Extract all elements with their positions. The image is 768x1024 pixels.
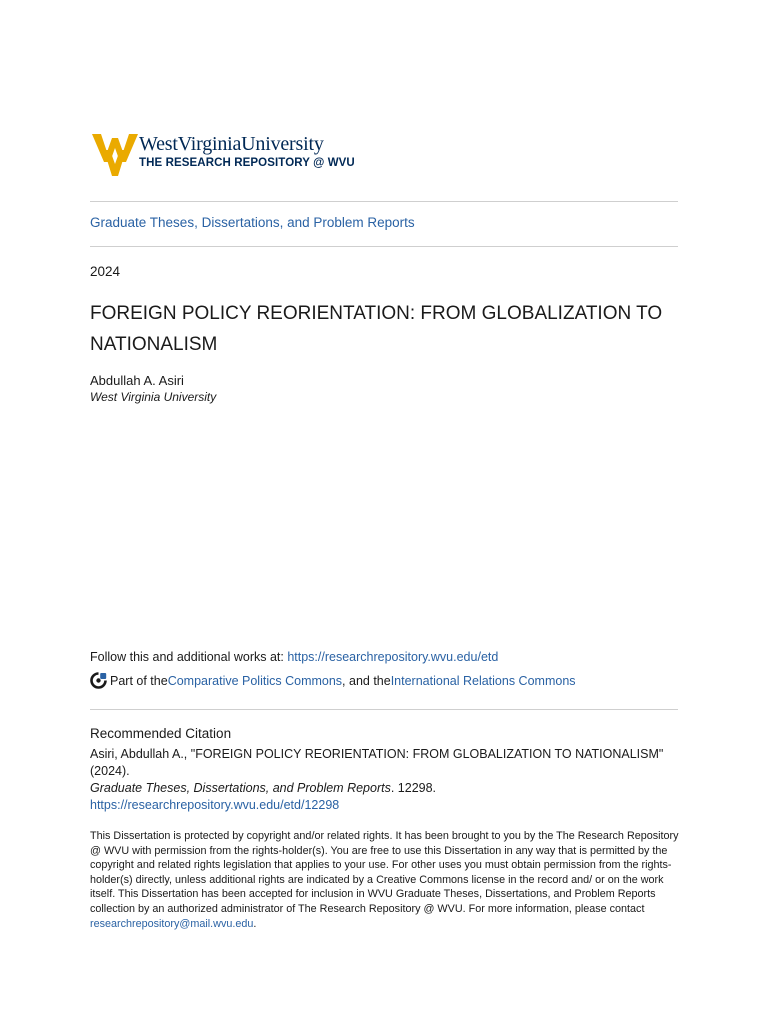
series-link[interactable]: Graduate Theses, Dissertations, and Problem Reports [90,215,415,230]
follow-prefix: Follow this and additional works at: [90,650,288,664]
commons-network-icon [90,672,107,689]
divider [90,246,678,247]
copyright-notice [90,829,680,931]
author-affiliation: West Virginia University [90,390,217,404]
university-name: WestVirginiaUniversity [139,133,324,155]
citation-line: Asiri, Abdullah A., "FOREIGN POLICY REORIENTATION: FROM GLOBALIZATION TO NATIONALISM" (2024). [90,747,664,778]
citation-url-link[interactable]: https://researchrepository.wvu.edu/etd/12298 [90,798,340,812]
copyright-end: . [253,917,257,930]
follow-line [90,650,498,664]
follow-url-link[interactable]: https://researchrepository.wvu.edu/etd [287,650,499,664]
citation-series: Graduate Theses, Dissertations, and Problem Reports [90,781,391,795]
recommended-citation-heading: Recommended Citation [90,726,232,741]
divider [90,201,678,202]
author-name: Abdullah A. Asiri [90,373,184,388]
citation-block [90,746,690,814]
citation-series-line [90,780,690,797]
divider [90,709,678,710]
document-title [90,298,690,360]
contact-email-link[interactable]: researchrepository@mail.wvu.edu [90,917,254,930]
title-line-1: FOREIGN POLICY REORIENTATION: FROM GLOBALIZATION TO [90,303,663,324]
repository-name: THE RESEARCH REPOSITORY @ WVU [139,157,355,169]
part-of-line [90,672,576,689]
publication-year: 2024 [90,264,121,279]
international-relations-link[interactable]: International Relations Commons [390,673,576,688]
wvu-flying-wv-logo-icon [92,130,138,178]
citation-number: . 12298. [390,781,437,795]
part-of-mid: , and the [342,673,391,688]
copyright-text: This Dissertation is protected by copyright and/or related rights. It has been brought to you by the The Research Repository @ WVU with permission from the rights-holder(s). You are free to use this Dissertation in any way that is permitted by the copyright and related rights legislation that applies to your use. For other uses you must obtain permission from the rights-holder(s) directly, unless additional rights are indicated by a Creative Commons license in the record and/ or on the work itself. This Dissertation has been accepted for inclusion in WVU Graduate Theses, Dissertations, and Problem Reports collection by an authorized administrator of The Research Repository @ WVU. For more information, please contact [90,830,679,915]
title-line-2: NATIONALISM [90,334,218,355]
part-of-prefix: Part of the [110,673,168,688]
comparative-politics-link[interactable]: Comparative Politics Commons [167,673,343,688]
